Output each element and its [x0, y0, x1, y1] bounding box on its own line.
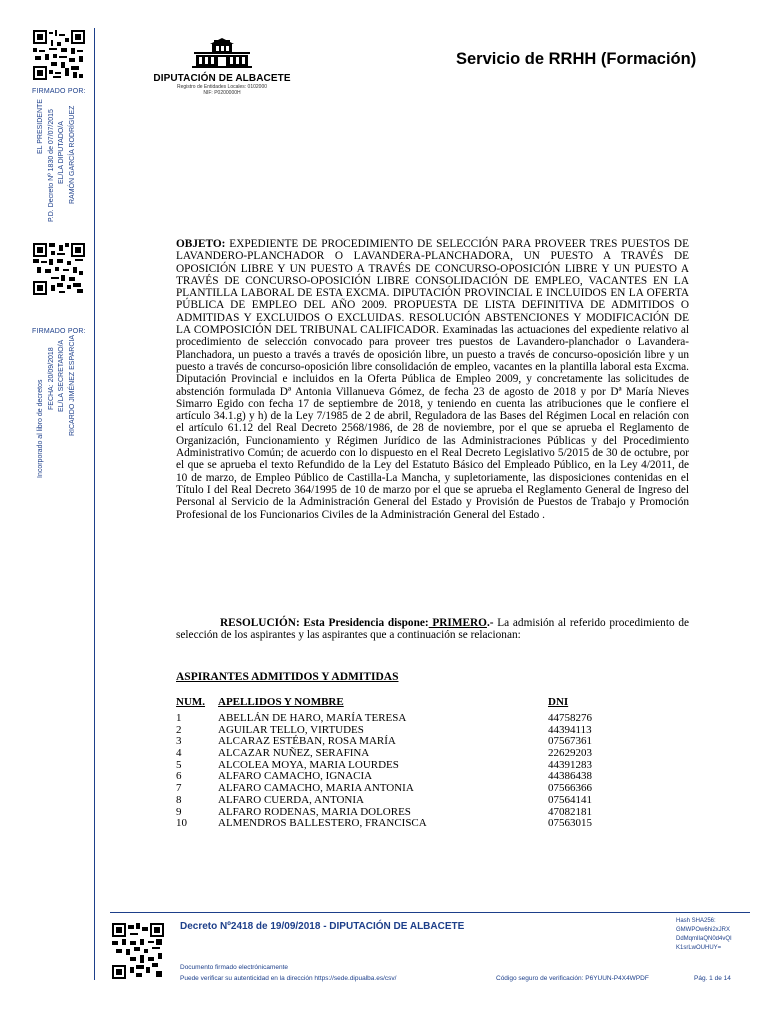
objeto-paragraph: [176, 238, 689, 521]
org-registry: Registro de Entidades Locales: 0102000: [176, 84, 268, 90]
row-name: ABELLÁN DE HARO, MARÍA TERESA: [218, 712, 407, 724]
page-title: Servicio de RRHH (Formación): [456, 50, 697, 68]
org-name: DIPUTACIÓN DE ALBACETE: [153, 73, 291, 84]
table-row: [176, 713, 646, 725]
building-emblem-icon: [190, 38, 254, 68]
diputacion-logo: [148, 38, 296, 96]
document-footer: [110, 912, 750, 983]
row-dni: 44391283: [548, 758, 592, 771]
footer-signed-text: Documento firmado electrónicamente: [180, 964, 289, 971]
margin-divider: [94, 28, 95, 980]
firmado-label-1: FIRMADO POR:: [32, 88, 86, 95]
signer-2-line: Incorporado al libro de decretos: [37, 379, 44, 478]
signer-1-line: EL/LA DIPUTADO/A: [58, 121, 65, 184]
row-dni: 07563015: [548, 817, 592, 830]
primero-dot: .-: [486, 617, 494, 629]
row-name: ALFARO RODENAS, MARIA DOLORES: [218, 805, 411, 818]
row-num: 8: [176, 793, 182, 806]
objeto-upper-text: EXPEDIENTE DE PROCEDIMIENTO DE SELECCIÓN PARA PROVEER TRES PUESTOS DE LAVANDERO-PLANCHADOR O LAVANDERA-PLANCHADORA, UN PUESTO A TRAVÉS DE OPOSICIÓN LIBRE Y UN PUESTO A TRAVÉS DE CONCURSO-OPOSICIÓN LIBRE Y UN PUESTO A TRAVÉS DE CONCURSO-OPOSICIÓN LIBRE CONSOLIDACIÓN DE EMPLEO, VACANTES EN LA PLANTILLA LABORAL DE ESTA EXCMA. DIPUTACIÓN PROVINCIAL E INCLUIDOS EN LA OFERTA PÚBLICA DE EMPLEO DEL AÑO 2009. PROPUESTA DE LISTA DEFINITIVA DE ADMITIDOS O ADMITIDAS Y EXCLUIDOS O EXCLUIDAS. RESOLUCIÓN ABSTENCIONES Y MODIFICACIÓN DE LA COMPOSICIÓN DEL TRIBUNAL CALIFICADOR.: [176, 238, 689, 337]
row-name: ALCARAZ ESTÉBAN, ROSA MARÍA: [218, 735, 396, 748]
row-dni: 07566366: [548, 782, 592, 795]
resolucion-text: La admisión al referido procedimiento de selección de los aspirantes y las aspirantes que a continuación se relacionan:: [176, 617, 689, 642]
table-row: [176, 748, 646, 760]
objeto-label: OBJETO:: [176, 238, 226, 250]
firmado-label-2: FIRMADO POR:: [32, 328, 86, 335]
signer-1-line: EL PRESIDENTE: [37, 99, 44, 154]
resolucion-paragraph: [176, 617, 689, 642]
signer-2-vertical-text: [36, 335, 78, 478]
row-num: 1: [176, 712, 182, 724]
org-nif: NIF: P0200000H: [203, 90, 241, 96]
row-name: AGUILAR TELLO, VIRTUDES: [218, 723, 364, 736]
primero-label: PRIMERO: [428, 617, 487, 629]
row-dni: 44394113: [548, 723, 592, 736]
row-num: 6: [176, 770, 182, 783]
col-name-header: APELLIDOS Y NOMBRE: [218, 696, 344, 708]
row-dni: 44758276: [548, 712, 592, 724]
col-dni-header: DNI: [548, 696, 569, 708]
signer-1-line: P.D. Decreto Nº 1830 de 07/07/2015: [47, 109, 55, 222]
row-dni: 22629203: [548, 747, 592, 760]
table-row: [176, 818, 646, 830]
table-row: [176, 795, 646, 807]
footer-page: Pág. 1 de 14: [694, 975, 731, 982]
signer-2-line: RICARDO JIMÉNEZ ESPARCIA: [68, 335, 76, 436]
row-num: 9: [176, 805, 182, 818]
admitidos-table: [176, 697, 646, 830]
signer-2-line: FECHA: 20/09/2018: [47, 347, 55, 410]
objeto-body-text: Examinadas las actuaciones del expediente relativo al procedimiento de selección convocado para proveer tres puestos de Lavandero-planchador o Lavandera-Planchadora, un puesto a través a través de oposición libre, un puesto a través de concurso-oposición libre y un puesto a través de concurso-oposición libre consolidación de empleo, vacantes en la plantilla laboral esta Excma. Diputación Provincial e incluidos en la Oferta Pública de Empleo 2009, y concretamente las solicitudes de abstención formulada Dª Antonia Villanueva Gómez, de fecha 23 de agosto de 2018 y por Dª María Nieves Simarro Egido con fecha 17 de septiembre de 2018, y teniendo en cuenta las atribuciones que le confiere el artículo 34.1.g) y h) de la Ley 7/1985 de 2 de abril, Reguladora de las Bases del Régimen Local en relación con el artículo 61.12 del Real Decreto 2568/1986, de 28 de noviembre, por el que se aprueba el Reglamento de Organización, Funcionamiento y Régimen Jurídico de las Administraciones Públicas y del Procedimiento Administrativo Común; de acuerdo con lo dispuesto en el Real Decreto Legislativo 5/2015 de 30 de octubre, por el que se aprueba el texto Refundido de la Ley del Estatuto Básico del Empleado Público, en la Ley 4/2011, de 10 de marzo, de Empleo Público de Castilla-La Mancha, y supletoriamente, las disposiciones contenidas en el Título I del Real Decreto 364/1995 de 10 de marzo por el que se aprueba el Reglamento General de Ingreso del Personal al Servicio de la Administración General del Estado y Provisión de Puestos de Trabajo y Promoción Profesional de los Funcionarios Civiles de la Administración General del Estado .: [176, 324, 689, 521]
signer-2-line: EL/LA SECRETARIO/A: [58, 339, 65, 412]
resolucion-label: RESOLUCIÓN: Esta Presidencia dispone: [220, 617, 425, 629]
footer-verify-text: Puede verificar su autenticidad en la dirección https://sede.dipualba.es/csv/: [180, 975, 397, 982]
qr-code-top: [33, 30, 85, 80]
row-dni: 07564141: [548, 793, 592, 806]
row-dni: 47082181: [548, 805, 592, 818]
row-num: 7: [176, 782, 182, 795]
row-num: 3: [176, 735, 182, 748]
col-num-header: NUM.: [176, 696, 206, 708]
row-num: 2: [176, 723, 182, 736]
signer-1-line: RAMÓN GARCÍA RODRÍGUEZ: [68, 105, 76, 204]
resolucion-colon: :: [424, 617, 429, 629]
row-name: ALCAZAR NUÑEZ, SERAFINA: [218, 747, 370, 760]
row-name: ALCOLEA MOYA, MARIA LOURDES: [218, 758, 399, 771]
row-num: 5: [176, 758, 182, 771]
signer-1-vertical-text: [36, 99, 78, 222]
row-name: ALFARO CAMACHO, MARIA ANTONIA: [218, 782, 414, 795]
row-name: ALFARO CAMACHO, IGNACIA: [218, 770, 373, 783]
row-dni: 44386438: [548, 770, 592, 783]
qr-code-middle: [33, 243, 85, 295]
qr-code-footer: [112, 923, 164, 979]
admitidos-heading: ASPIRANTES ADMITIDOS Y ADMITIDAS: [176, 671, 399, 683]
row-num: 10: [176, 817, 187, 830]
footer-csv: Código seguro de verificación: P6YUUN-P4X4WPDF: [496, 975, 649, 982]
row-name: ALFARO CUERDA, ANTONIA: [218, 793, 364, 806]
footer-hash: Hash SHA256: GMWPOw6hi2xJRX DdMqmlIaQN0d4vQI K1srLwOUHUY=: [676, 918, 732, 951]
row-dni: 07567361: [548, 735, 592, 748]
footer-decreto: Decreto Nº2418 de 19/09/2018 - DIPUTACIÓN DE ALBACETE: [180, 921, 465, 932]
row-num: 4: [176, 747, 182, 760]
table-header: [176, 697, 646, 711]
row-name: ALMENDROS BALLESTERO, FRANCISCA: [218, 817, 427, 830]
